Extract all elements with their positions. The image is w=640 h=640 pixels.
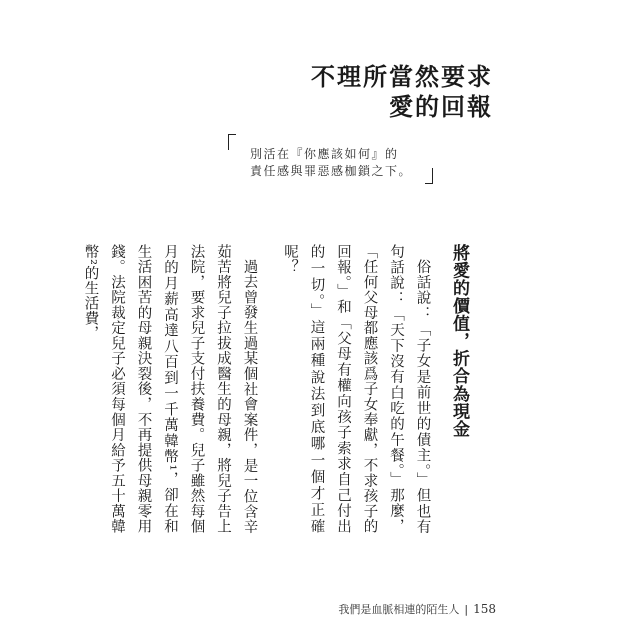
pull-quote-line-2: 責任感與罪惡感枷鎖之下。 [250, 164, 413, 178]
body-paragraph-2: 過去曾發生過某個社會案件，是一位含辛茹苦將兒子拉拔成醫生的母親，將兒子告上法院，要求兒子支付扶養費。兒子雖然每個月的月薪高達八百到一千萬韓幣¹，卻在和生活困苦的母親決裂後，不再提供母親零用錢。法院裁定兒子必須每個月給予五十萬韓幣²的生活費， [82, 244, 258, 534]
quote-close-bracket [425, 168, 433, 184]
body-paragraph-1: 俗話說：「子女是前世的債主。」但也有句話說：「天下沒有白吃的午餐。」那麼，「任何父母都應該爲子女奉獻，不求孩子的回報。」和「父母有權向孩子索求自己付出的一切。」這兩種說法到底哪一個才正確呢？ [282, 244, 431, 534]
quote-open-bracket [228, 134, 236, 150]
footer-separator: | [464, 603, 469, 616]
section-heading: 將愛的價值，折合為現金 [449, 244, 469, 438]
page-number: 158 [473, 602, 496, 616]
page-footer [338, 601, 496, 617]
chapter-title-line-2: 愛的回報 [389, 93, 493, 121]
chapter-title-line-1: 不理所當然要求 [311, 63, 493, 91]
running-book-title: 我們是血脈相連的陌生人 [338, 603, 460, 616]
vertical-body-text [77, 244, 472, 534]
pull-quote-line-1: 別活在『你應該如何』的 [250, 147, 399, 161]
